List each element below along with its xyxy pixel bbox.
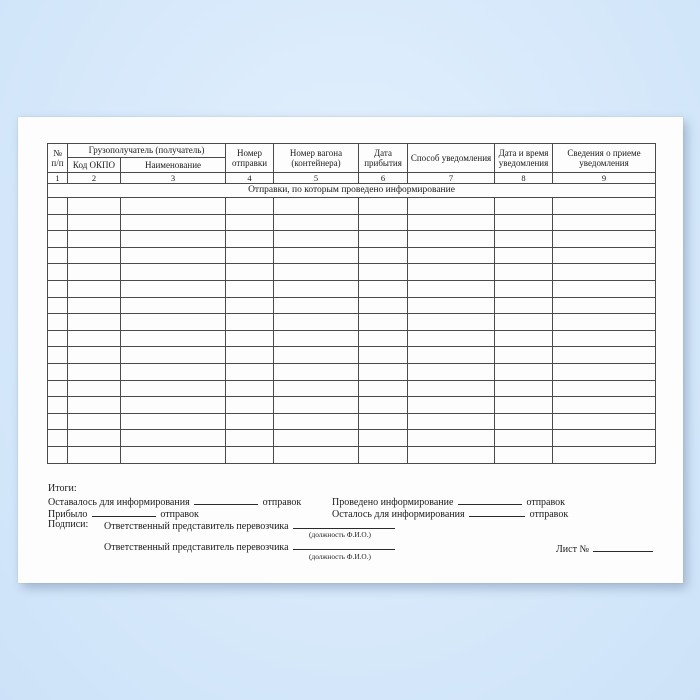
table-row [48, 247, 656, 264]
empty-cell [495, 247, 553, 264]
informed-blank [458, 495, 522, 505]
column-number: 8 [495, 173, 553, 184]
empty-cell [553, 198, 656, 215]
sheet-label: Лист № [556, 544, 589, 555]
empty-cell [553, 446, 656, 463]
empty-cell [359, 264, 408, 281]
empty-cell [48, 214, 68, 231]
table-row [48, 430, 656, 447]
empty-cell [408, 198, 495, 215]
empty-cell [495, 314, 553, 331]
empty-cell [495, 413, 553, 430]
empty-cell [274, 363, 359, 380]
table-row [48, 214, 656, 231]
empty-cell [495, 214, 553, 231]
column-number: 1 [48, 173, 68, 184]
empty-cell [359, 380, 408, 397]
empty-cell [226, 363, 274, 380]
empty-cell [226, 330, 274, 347]
left-blank [469, 507, 525, 517]
empty-cell [68, 198, 121, 215]
empty-cell [121, 214, 226, 231]
empty-cell [553, 247, 656, 264]
empty-cell [226, 198, 274, 215]
empty-cell [226, 380, 274, 397]
remained-label: Оставалось для информирования [48, 497, 190, 508]
empty-cell [121, 264, 226, 281]
column-number: 5 [274, 173, 359, 184]
empty-cell [121, 247, 226, 264]
empty-cell [48, 413, 68, 430]
empty-cell [408, 280, 495, 297]
table-row [48, 280, 656, 297]
empty-cell [68, 247, 121, 264]
empty-cell [48, 264, 68, 281]
empty-cell [408, 330, 495, 347]
empty-cell [359, 397, 408, 414]
table-row [48, 198, 656, 215]
empty-cell [408, 430, 495, 447]
arrived-suffix: отправок [160, 509, 199, 520]
empty-cell [495, 198, 553, 215]
arrived-blank [92, 507, 156, 517]
left-label: Осталось для информирования [332, 509, 465, 520]
empty-cell [121, 430, 226, 447]
empty-cell [359, 446, 408, 463]
empty-cell [274, 264, 359, 281]
empty-cell [226, 314, 274, 331]
empty-cell [553, 314, 656, 331]
informed-suffix: отправок [526, 497, 565, 508]
notification-log-table [47, 143, 656, 464]
empty-cell [274, 430, 359, 447]
carrier-rep-blank-1 [293, 519, 395, 529]
empty-cell [553, 264, 656, 281]
empty-cell [68, 280, 121, 297]
table-row [48, 264, 656, 281]
carrier-rep-label-2: Ответственный представитель перевозчика [104, 542, 289, 553]
empty-cell [226, 347, 274, 364]
empty-cell [408, 264, 495, 281]
empty-cell [48, 280, 68, 297]
empty-cell [121, 347, 226, 364]
empty-cell [359, 363, 408, 380]
empty-cell [48, 314, 68, 331]
table-row [48, 446, 656, 463]
empty-cell [495, 330, 553, 347]
empty-cell [359, 314, 408, 331]
empty-cell [274, 397, 359, 414]
col-header-row-number-line2: п/п [51, 158, 64, 168]
empty-cell [48, 347, 68, 364]
empty-cell [68, 330, 121, 347]
column-number: 9 [553, 173, 656, 184]
column-number: 4 [226, 173, 274, 184]
empty-cell [408, 413, 495, 430]
carrier-rep-label-1: Ответственный представитель перевозчика [104, 521, 289, 532]
empty-cell [553, 231, 656, 248]
col-header-row-number-line1: № [53, 147, 62, 158]
empty-cell [68, 264, 121, 281]
totals-label: Итоги: [48, 483, 77, 494]
table-row [48, 397, 656, 414]
form-footer [48, 483, 655, 575]
empty-cell [359, 297, 408, 314]
empty-cell [226, 280, 274, 297]
empty-cell [274, 330, 359, 347]
empty-cell [359, 214, 408, 231]
empty-cell [68, 397, 121, 414]
empty-cell [68, 214, 121, 231]
empty-cell [553, 347, 656, 364]
empty-cell [408, 247, 495, 264]
column-number: 7 [408, 173, 495, 184]
empty-cell [359, 280, 408, 297]
empty-cell [48, 231, 68, 248]
col-header-okpo-code: Код ОКПО [68, 158, 121, 173]
empty-cell [121, 231, 226, 248]
empty-cell [121, 363, 226, 380]
empty-cell [408, 380, 495, 397]
empty-cell [359, 430, 408, 447]
empty-cell [48, 330, 68, 347]
empty-cell [68, 430, 121, 447]
col-header-notify-receipt: Сведения о приеме уведомления [553, 144, 656, 173]
empty-cell [226, 297, 274, 314]
empty-cell [495, 264, 553, 281]
remained-suffix: отправок [262, 497, 302, 508]
column-number: 2 [68, 173, 121, 184]
empty-cell [495, 430, 553, 447]
col-header-shipment-no: Номер отправки [226, 144, 274, 173]
position-note-1: (должность Ф.И.О.) [309, 530, 371, 539]
empty-cell [495, 347, 553, 364]
empty-cell [68, 231, 121, 248]
empty-cell [226, 214, 274, 231]
sheet-number-line [556, 542, 655, 555]
empty-cell [274, 413, 359, 430]
empty-cell [359, 247, 408, 264]
empty-cell [553, 214, 656, 231]
empty-cell [48, 446, 68, 463]
empty-cell [359, 413, 408, 430]
table-row [48, 347, 656, 364]
empty-cell [274, 347, 359, 364]
empty-cell [274, 247, 359, 264]
left-suffix: отправок [529, 509, 569, 520]
empty-cell [48, 430, 68, 447]
empty-cell [553, 413, 656, 430]
empty-cell [68, 347, 121, 364]
empty-cell [359, 231, 408, 248]
column-number: 3 [121, 173, 226, 184]
col-header-arrival-date: Дата прибытия [359, 144, 408, 173]
empty-cell [408, 363, 495, 380]
empty-cell [274, 446, 359, 463]
empty-cell [48, 363, 68, 380]
empty-cell [274, 280, 359, 297]
empty-cell [408, 214, 495, 231]
empty-cell [226, 413, 274, 430]
empty-cell [495, 297, 553, 314]
empty-cell [274, 297, 359, 314]
remained-blank [194, 495, 258, 505]
empty-cell [408, 397, 495, 414]
empty-cell [495, 397, 553, 414]
empty-cell [408, 231, 495, 248]
col-header-row-number [48, 144, 68, 173]
paper-sheet [18, 117, 683, 583]
empty-cell [359, 198, 408, 215]
col-header-name: Наименование [121, 158, 226, 173]
empty-cell [359, 347, 408, 364]
empty-cell [226, 446, 274, 463]
empty-cell [226, 430, 274, 447]
empty-cell [226, 247, 274, 264]
empty-cell [274, 314, 359, 331]
empty-cell [408, 314, 495, 331]
signatures-label: Подписи: [48, 519, 89, 530]
empty-cell [226, 264, 274, 281]
empty-cell [48, 397, 68, 414]
empty-cell [359, 330, 408, 347]
table-header [48, 144, 656, 198]
empty-cell [553, 363, 656, 380]
carrier-rep-blank-2 [293, 540, 395, 550]
empty-cell [48, 380, 68, 397]
empty-cell [121, 397, 226, 414]
empty-cell [68, 314, 121, 331]
empty-cell [68, 297, 121, 314]
empty-cell [48, 198, 68, 215]
empty-cell [121, 198, 226, 215]
empty-cell [121, 280, 226, 297]
col-header-notify-method: Способ уведомления [408, 144, 495, 173]
empty-cell [121, 330, 226, 347]
empty-rows [48, 198, 656, 464]
empty-cell [408, 347, 495, 364]
empty-cell [553, 380, 656, 397]
empty-cell [553, 280, 656, 297]
empty-cell [226, 231, 274, 248]
empty-cell [121, 446, 226, 463]
table-row [48, 380, 656, 397]
informed-label: Проведено информирование [332, 497, 454, 508]
empty-cell [121, 380, 226, 397]
empty-cell [68, 446, 121, 463]
table-row [48, 413, 656, 430]
empty-cell [274, 214, 359, 231]
empty-cell [274, 380, 359, 397]
col-header-consignee-group: Грузополучатель (получатель) [68, 144, 226, 158]
empty-cell [495, 380, 553, 397]
empty-cell [495, 446, 553, 463]
table-row [48, 314, 656, 331]
empty-cell [553, 430, 656, 447]
empty-cell [274, 231, 359, 248]
empty-cell [121, 413, 226, 430]
table-row [48, 231, 656, 248]
empty-cell [408, 446, 495, 463]
position-note-2: (должность Ф.И.О.) [309, 552, 371, 561]
column-number-row [48, 173, 656, 184]
empty-cell [48, 247, 68, 264]
empty-cell [495, 231, 553, 248]
empty-cell [553, 397, 656, 414]
column-number: 6 [359, 173, 408, 184]
col-header-wagon-no: Номер вагона (контейнера) [274, 144, 359, 173]
empty-cell [495, 280, 553, 297]
empty-cell [48, 297, 68, 314]
sheet-number-blank [593, 542, 653, 552]
table-row [48, 330, 656, 347]
section-band-informed-shipments: Отправки, по которым проведено информирование [48, 184, 656, 198]
table-row [48, 363, 656, 380]
empty-cell [495, 363, 553, 380]
empty-cell [68, 413, 121, 430]
empty-cell [68, 363, 121, 380]
empty-cell [121, 314, 226, 331]
col-header-notify-datetime: Дата и время уведомления [495, 144, 553, 173]
table-row [48, 297, 656, 314]
arrived-label: Прибыло [48, 509, 88, 520]
empty-cell [274, 198, 359, 215]
empty-cell [68, 380, 121, 397]
empty-cell [226, 397, 274, 414]
empty-cell [408, 297, 495, 314]
empty-cell [553, 297, 656, 314]
empty-cell [121, 297, 226, 314]
empty-cell [553, 330, 656, 347]
